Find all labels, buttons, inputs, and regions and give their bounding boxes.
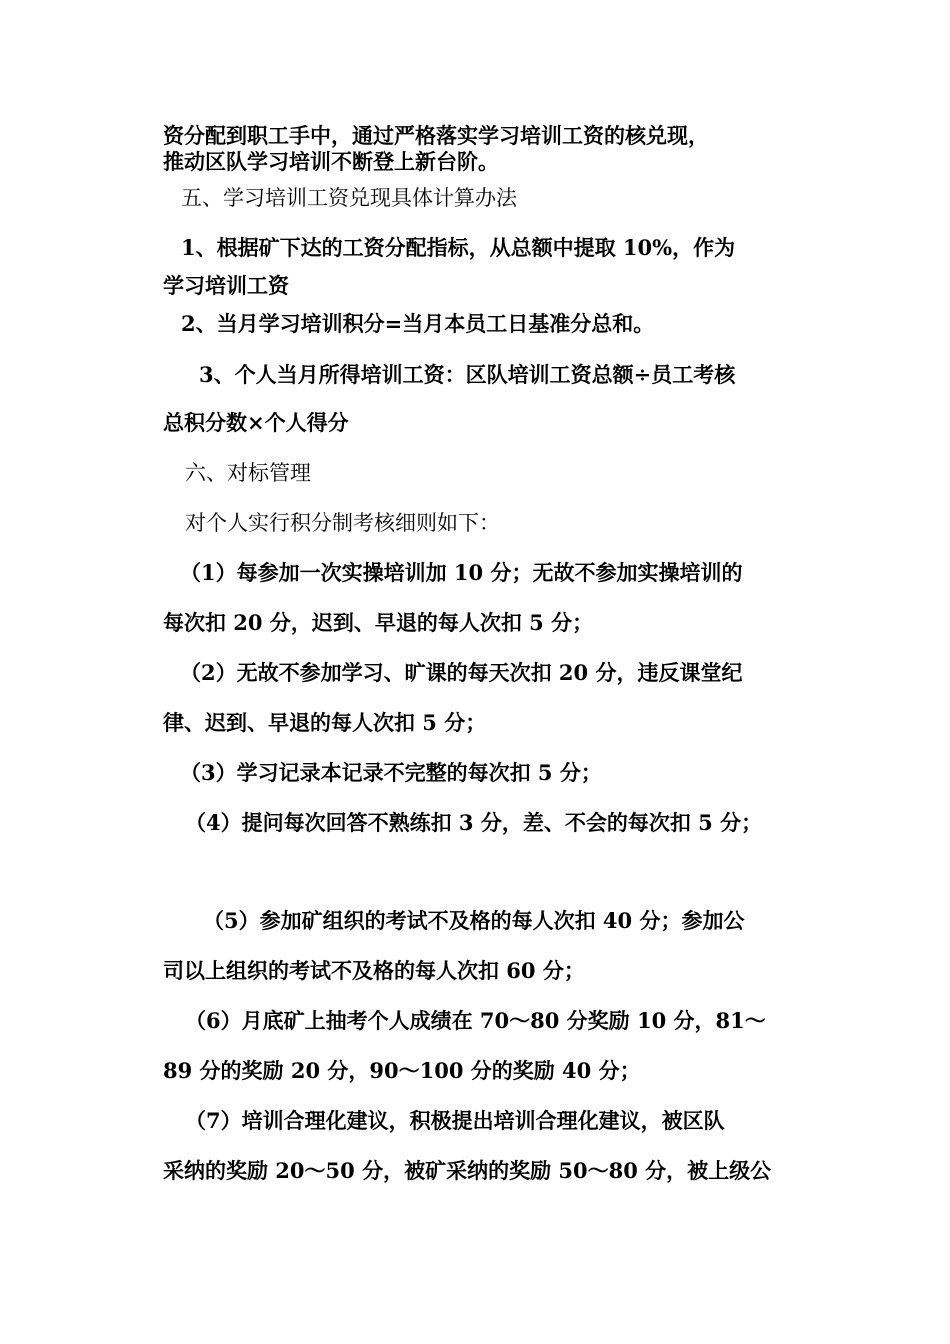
text-line-8: 总积分数×个人得分 (163, 410, 349, 435)
rule-item-4: （4）提问每次回答不熟练扣 3 分，差、不会的每次扣 5 分； (185, 810, 763, 835)
rule-item-3: （3）学习记录本记录不完整的每次扣 5 分； (180, 760, 602, 785)
section-heading-6: 六、对标管理 (185, 461, 311, 485)
text-line-4: 1、根据矿下达的工资分配指标，从总额中提取 10%，作为 (181, 235, 736, 260)
text-line-6: 2、当月学习培训积分=当月本员工日基准分总和。 (181, 311, 655, 336)
text-line-5: 学习培训工资 (163, 273, 289, 298)
text-line-7: 3、个人当月所得培训工资：区队培训工资总额÷员工考核 (199, 362, 736, 387)
rule-item-2-line-2: 律、迟到、早退的每人次扣 5 分； (163, 710, 487, 735)
text-line-10: 对个人实行积分制考核细则如下： (185, 511, 500, 535)
rule-item-1-line-2: 每次扣 20 分，迟到、早退的每人次扣 5 分； (163, 610, 594, 635)
section-heading-5: 五、学习培训工资兑现具体计算办法 (181, 186, 517, 210)
rule-item-5-line-2: 司以上组织的考试不及格的每人次扣 60 分； (163, 958, 585, 983)
rule-item-6-line-1: （6）月底矿上抽考个人成绩在 70～80 分奖励 10 分，81～ (185, 1008, 766, 1033)
text-line-1: 资分配到职工手中，通过严格落实学习培训工资的核兑现， (163, 123, 709, 148)
rule-item-1-line-1: （1）每参加一次实操培训加 10 分；无故不参加实操培训的 (180, 560, 743, 585)
rule-item-5-line-1: （5）参加矿组织的考试不及格的每人次扣 40 分；参加公 (203, 908, 745, 933)
rule-item-7-line-1: （7）培训合理化建议，积极提出培训合理化建议，被区队 (185, 1108, 725, 1133)
text-line-2: 推动区队学习培训不断登上新台阶。 (163, 149, 499, 174)
rule-item-7-line-2: 采纳的奖励 20～50 分，被矿采纳的奖励 50～80 分，被上级公 (163, 1158, 772, 1183)
rule-item-6-line-2: 89 分的奖励 20 分，90～100 分的奖励 40 分； (163, 1058, 641, 1083)
rule-item-2-line-1: （2）无故不参加学习、旷课的每天次扣 20 分，违反课堂纪 (180, 660, 743, 685)
